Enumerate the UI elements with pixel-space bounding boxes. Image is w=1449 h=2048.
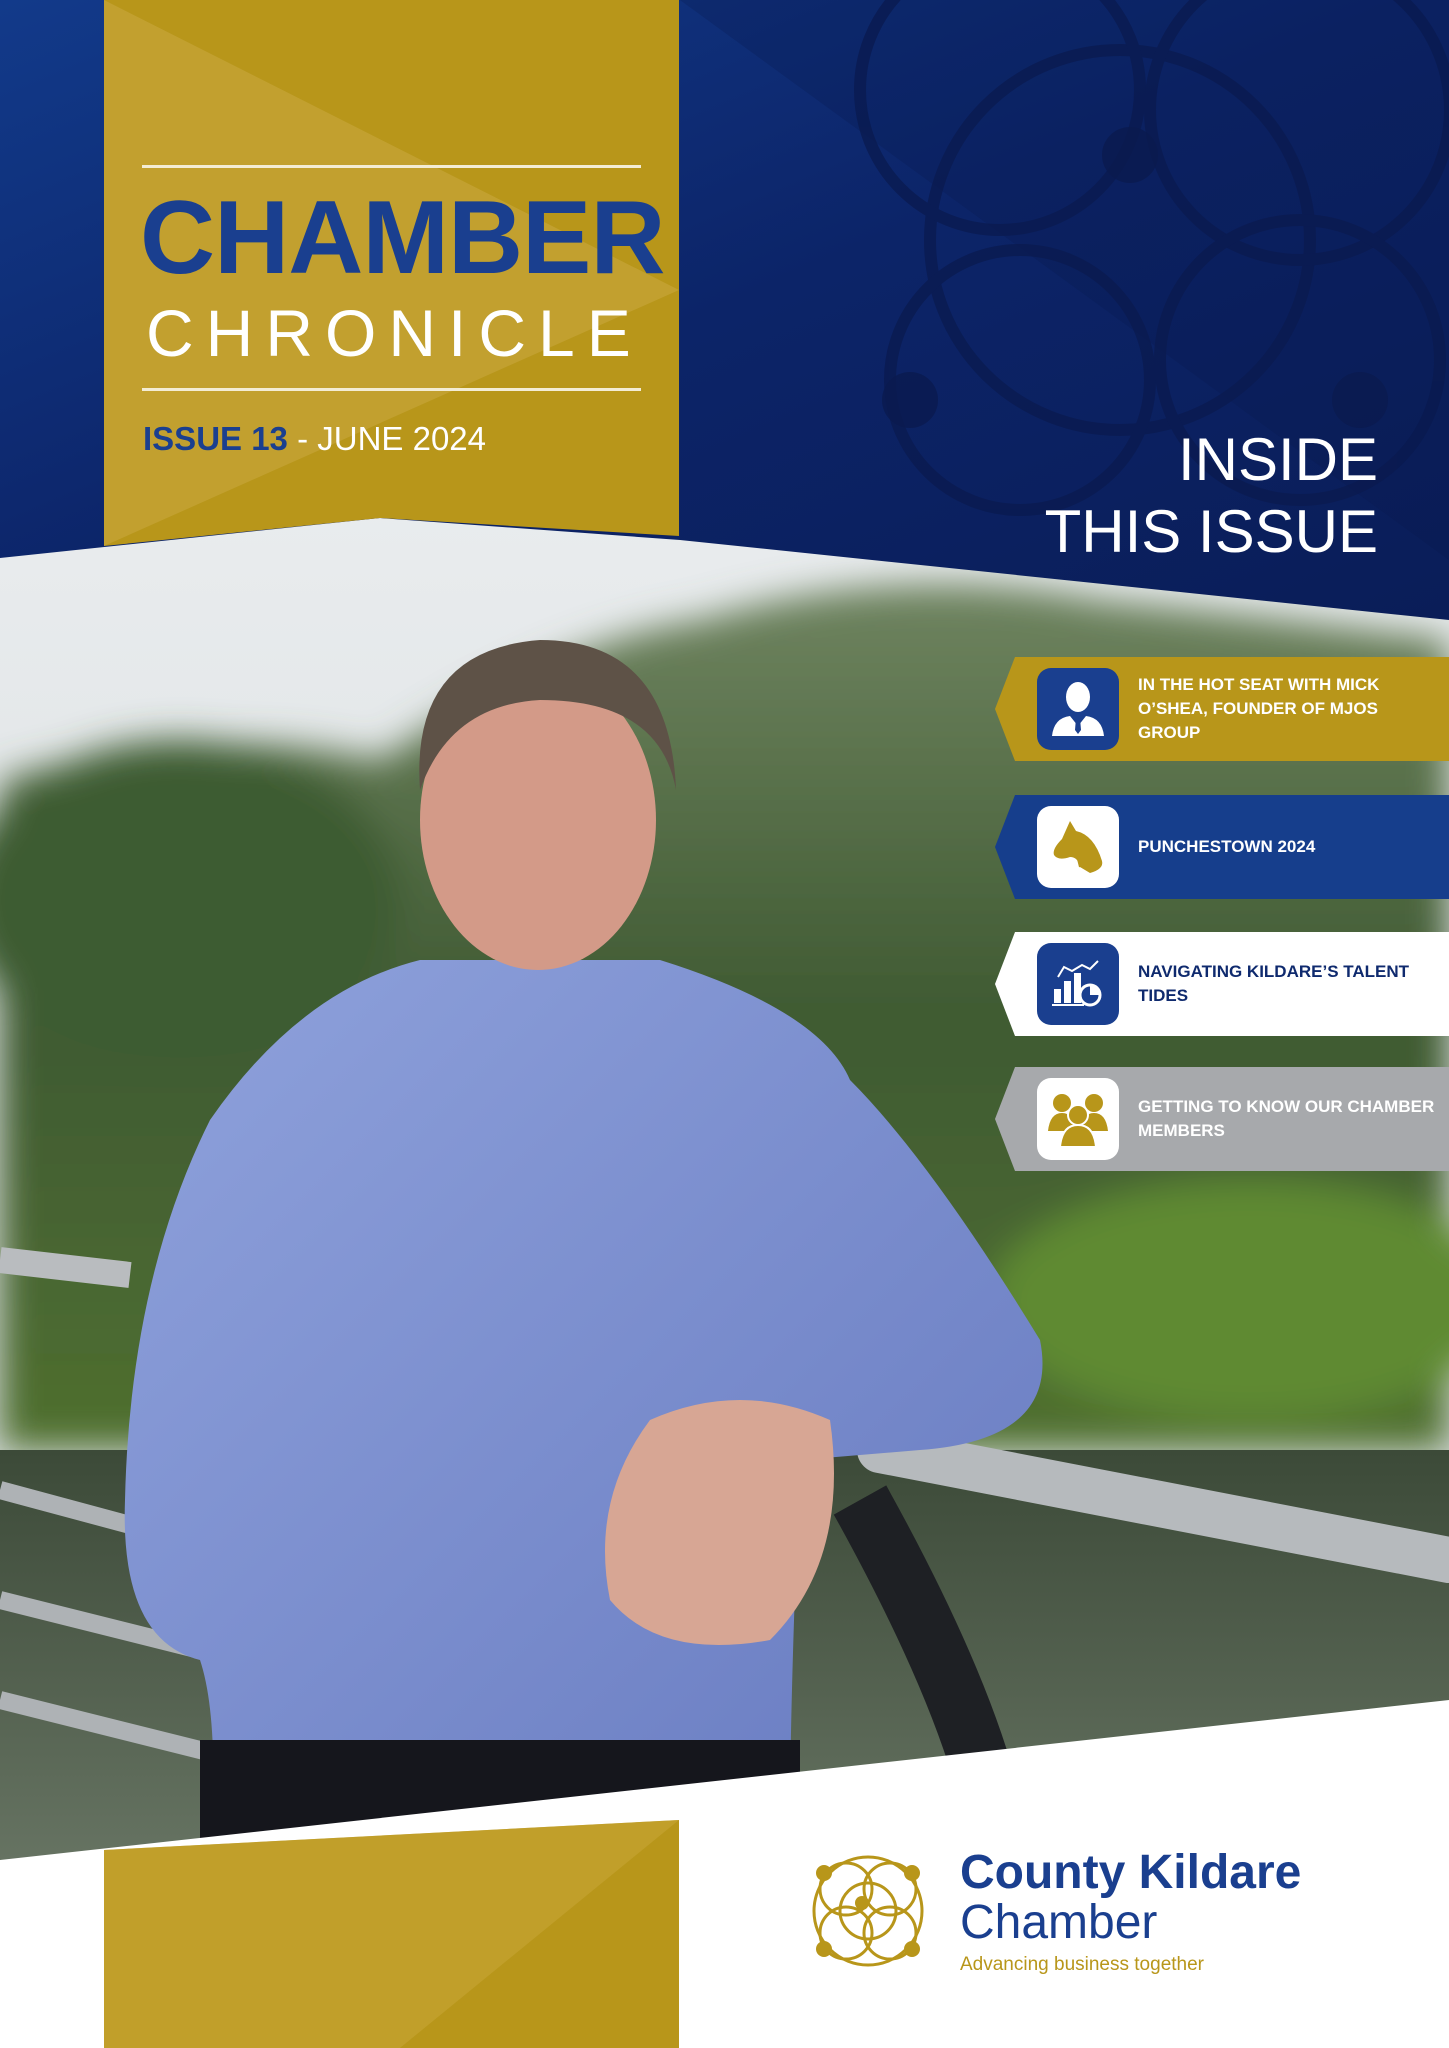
item-label: IN THE HOT SEAT WITH MICK O’SHEA, FOUNDER OF MJOS GROUP	[1138, 675, 1380, 742]
title-rule-top	[142, 165, 641, 168]
masthead-subtitle: CHRONICLE	[146, 296, 643, 370]
inside-line1: INSIDE	[1177, 426, 1378, 493]
businessman-icon	[1037, 668, 1119, 750]
issue-info	[143, 422, 486, 455]
inside-this-issue-heading	[1045, 424, 1378, 568]
chart-icon	[1037, 943, 1119, 1025]
contents-item-chamber-members[interactable]	[995, 1067, 1449, 1171]
logo-tagline: Advancing business together	[960, 1954, 1204, 1975]
inside-line2: THIS ISSUE	[1044, 498, 1378, 565]
group-icon	[1037, 1078, 1119, 1160]
logo-line2: Chamber	[960, 1896, 1158, 1949]
item-label: GETTING TO KNOW OUR CHAMBER MEMBERS	[1138, 1097, 1435, 1140]
logo-line1: County Kildare	[960, 1846, 1302, 1899]
county-kildare-chamber-logo-icon	[810, 1853, 926, 1969]
item-label: NAVIGATING KILDARE’S TALENT TIDES	[1138, 962, 1410, 1005]
contents-item-punchestown[interactable]	[995, 795, 1449, 899]
contents-item-talent-tides[interactable]	[995, 932, 1449, 1036]
title-rule-bottom	[142, 388, 641, 391]
chamber-logo-text	[960, 1848, 1301, 1976]
item-label: PUNCHESTOWN 2024	[1138, 837, 1316, 856]
contents-item-hot-seat[interactable]	[995, 657, 1449, 761]
horse-head-icon	[1037, 806, 1119, 888]
issue-number: ISSUE 13	[143, 420, 288, 457]
issue-date: - JUNE 2024	[287, 420, 487, 457]
masthead-title: CHAMBER	[140, 180, 665, 296]
